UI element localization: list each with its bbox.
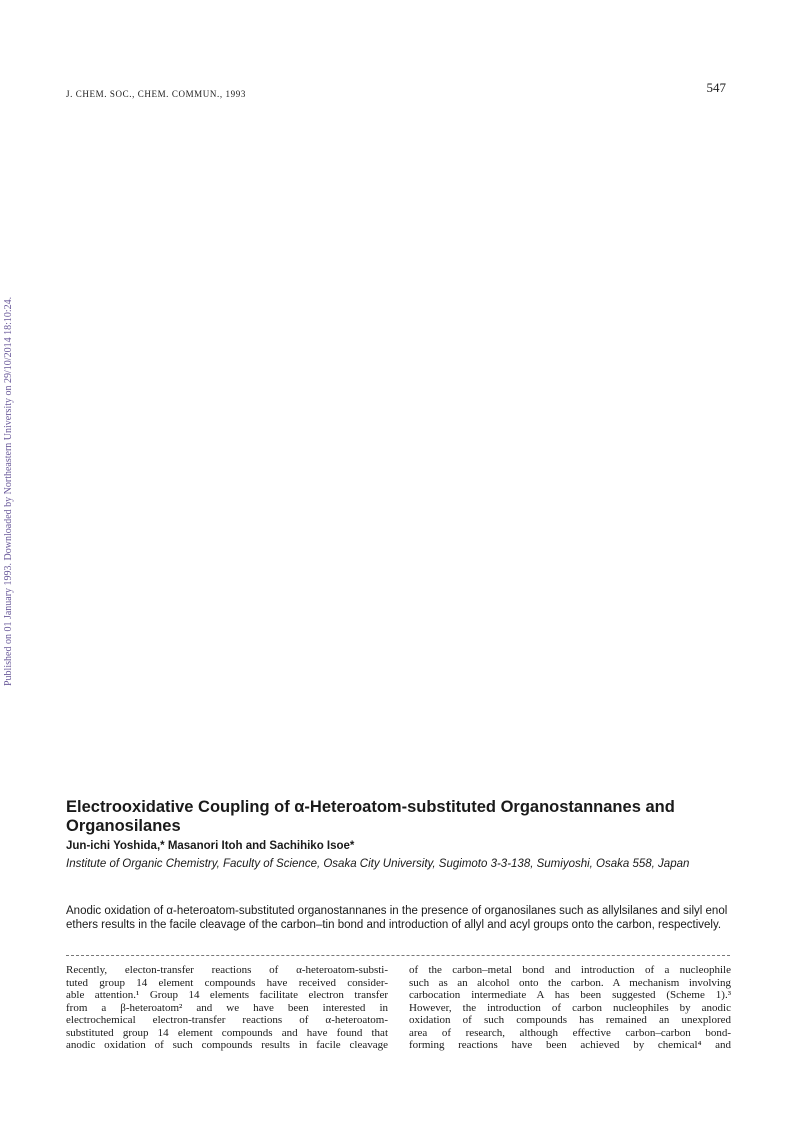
abstract-divider [66, 955, 730, 956]
body-line: from a β-heteroatom² and we have been interested in [66, 1001, 388, 1014]
body-line: electrochemical electron-transfer reactions of α-heteroatom- [66, 1014, 388, 1026]
body-line: such as an alcohol onto the carbon. A mechanism involving [409, 976, 731, 989]
page-number: 547 [706, 80, 726, 95]
running-head: J. CHEM. SOC., CHEM. COMMUN., 1993 [66, 89, 246, 99]
download-watermark: Published on 01 January 1993. Downloaded by Northeastern University on 29/10/2014 18:10:24. [3, 296, 14, 686]
body-line: of the carbon–metal bond and introduction of a nucleophile [409, 964, 731, 976]
body-line: substituted group 14 element compounds and have found that [66, 1026, 388, 1039]
body-line: anodic oxidation of such compounds results in facile cleavage [66, 1039, 388, 1051]
body-line: Recently, electon-transfer reactions of α-heteroatom-substi- [66, 964, 388, 976]
body-line: forming reactions have been achieved by chemical⁴ and [409, 1039, 731, 1051]
article-authors: Jun-ichi Yoshida,* Masanori Itoh and Sachihiko Isoe* [66, 840, 355, 852]
article-affiliation: Institute of Organic Chemistry, Faculty of Science, Osaka City University, Sugimoto 3-3-138, Sumiyoshi, Osaka 558, Japan [66, 858, 690, 870]
body-line: able attention.¹ Group 14 elements facilitate electron transfer [66, 989, 388, 1001]
body-line: oxidation of such compounds has remained an unexplored [409, 1014, 731, 1026]
article-abstract: Anodic oxidation of α-heteroatom-substituted organostannanes in the presence of organosilanes such as allylsilanes and silyl enol ethers results in the facile cleavage of the carbon–tin bond and introduction of allyl and acyl groups onto the carbon, respectively. [66, 905, 728, 931]
body-column-right [409, 964, 731, 1052]
body-line: carbocation intermediate A has been suggested (Scheme 1).³ [409, 989, 731, 1001]
article-title: Electrooxidative Coupling of α-Heteroatom-substituted Organostannanes and Organosilanes [66, 798, 675, 835]
body-line: tuted group 14 element compounds have received consider- [66, 976, 388, 989]
body-column-left [66, 964, 388, 1052]
body-line: area of research, although effective carbon–carbon bond- [409, 1026, 731, 1039]
body-line: However, the introduction of carbon nucleophiles by anodic [409, 1001, 731, 1014]
